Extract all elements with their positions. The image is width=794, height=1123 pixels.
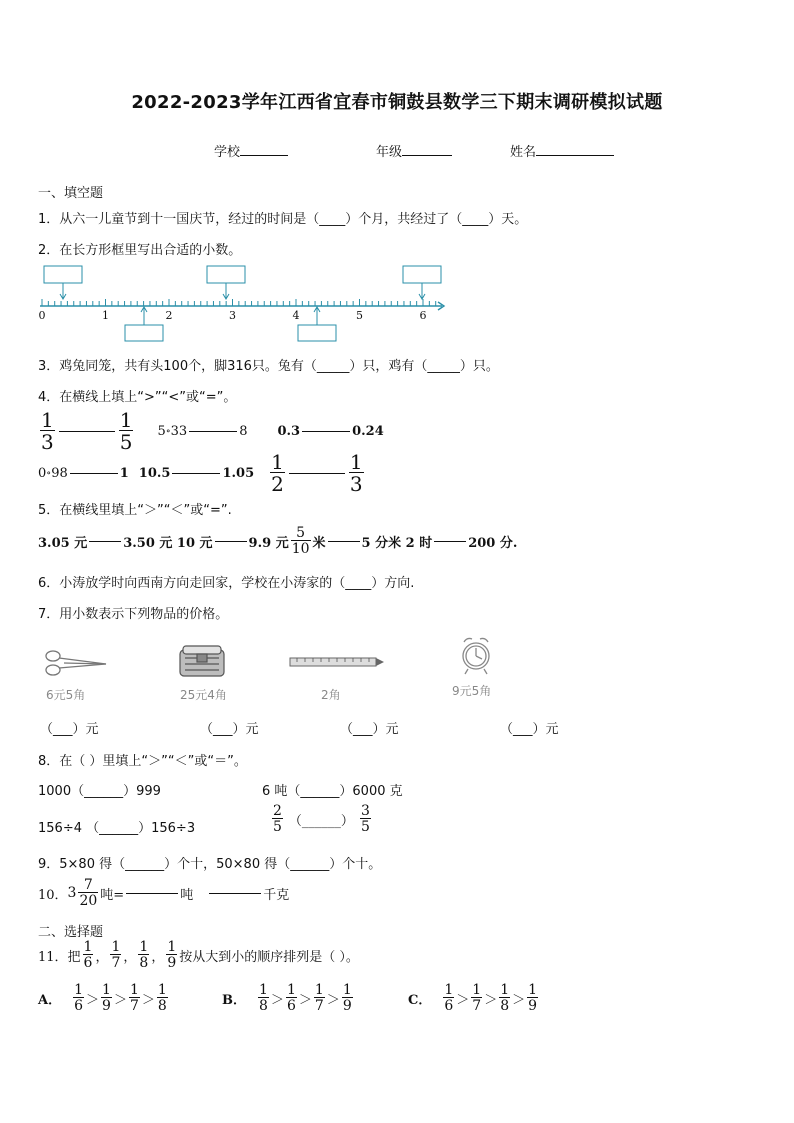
answer-blank[interactable] (89, 540, 121, 542)
number-line (30, 262, 460, 346)
fraction: $\frac{1}{8}$ (139, 939, 149, 971)
answer-blank[interactable] (289, 472, 345, 474)
name-blank[interactable] (536, 143, 614, 156)
number-line-label: 6 (419, 309, 427, 322)
q8-item-c: 156÷4 （______）156÷3 (38, 821, 196, 836)
answer-blank[interactable] (215, 540, 247, 542)
ruler-icon (289, 655, 385, 669)
answer-blank[interactable] (59, 430, 115, 432)
q7-answer-1[interactable]: （___）元 (40, 722, 99, 737)
question-1: 1．从六一儿童节到十一国庆节，经过的时间是（____）个月，共经过了（____）天。 (38, 212, 528, 227)
fraction: $\frac{2}{5}$ (273, 803, 282, 835)
answer-blank[interactable] (189, 430, 237, 432)
option-b[interactable]: B． $\frac{1}{8}$ ＞ $\frac{1}{6}$ ＞ $\frac{1}{7}$ ＞ $\frac{1}{9}$ (222, 982, 352, 1014)
question-9: 9．5×80 得（______）个十，50×80 得（______）个十。 (38, 857, 382, 872)
answer-blank[interactable] (172, 472, 220, 474)
number-line-label: 4 (292, 309, 300, 322)
answer-blank[interactable] (70, 472, 118, 474)
answer-box-1 (44, 266, 82, 283)
answer-box-3 (403, 266, 441, 283)
name-field[interactable] (510, 141, 614, 160)
q7-answer-4[interactable]: （___）元 (500, 722, 559, 737)
question-5: 5．在横线里填上“＞”“＜”或“=”. (38, 503, 232, 518)
grade-label: 年级 (376, 145, 403, 160)
page-title: 2022-2023学年江西省宜春市铜鼓县数学三下期末调研模拟试题 (131, 92, 663, 113)
question-6: 6．小涛放学时向西南方向走回家，学校在小涛家的（____）方向. (38, 576, 415, 591)
scissors-icon (44, 648, 108, 678)
fraction: $\frac{3}{5}$ (360, 803, 370, 835)
fraction: $\frac{5}{10}$ (291, 525, 310, 557)
school-label: 学校 (214, 145, 241, 160)
answer-box-2 (207, 266, 245, 283)
answer-blank[interactable] (126, 892, 178, 894)
section-fill-blank: 一、填空题 (38, 186, 104, 201)
question-3: 3．鸡兔同笼，共有头100个，脚316只。兔有（_____）只，鸡有（_____）只。 (38, 359, 499, 374)
fraction: $\frac{7}{20}$ (79, 877, 98, 909)
answer-blank[interactable] (434, 540, 466, 542)
number-line-label: 5 (356, 309, 363, 322)
q8-item-b: 6 吨（______）6000 克 (262, 784, 403, 799)
fraction: $\frac{1}{6}$ (83, 939, 93, 971)
q4-row-1: $\frac{1}{3}$ $\frac{1}{5}$ 5 ∘ 33 8 0.3 0.24 (41, 408, 384, 454)
option-c[interactable]: C． $\frac{1}{6}$ ＞ $\frac{1}{7}$ ＞ $\frac{1}{8}$ ＞ $\frac{1}{9}$ (408, 982, 538, 1014)
q8-item-a: 1000（______）999 (38, 784, 161, 799)
question-8: 8．在（ ）里填上“＞”“＜”或“＝”。 (38, 754, 247, 769)
school-field[interactable] (214, 141, 288, 160)
question-11: 11．把 $\frac{1}{6}$ ， $\frac{1}{7}$ ， $\frac{1}{8}$ ， $\frac{1}{9}$ 按从大到小的顺序排列是（ ）。 (38, 939, 359, 971)
number-line-label: 3 (229, 309, 236, 322)
answer-box-4 (125, 325, 163, 341)
number-line-label: 2 (165, 309, 173, 322)
answer-blank[interactable] (302, 430, 350, 432)
grade-blank[interactable] (402, 143, 452, 156)
q5-line: 3.05 元 3.50 元 10 元 9.9 元 $\frac{5}{10}$ 米 5 分米 2 时 200 分. (38, 525, 518, 557)
pencil-case-icon (177, 642, 227, 680)
question-4: 4．在横线上填上“>”“<”或“=”。 (38, 390, 237, 405)
q4-row-2: 0 ∘ 98 1 10.5 1.05 $\frac{1}{2}$ $\frac{1}{3}$ (38, 450, 363, 496)
option-a[interactable]: A． $\frac{1}{6}$ ＞ $\frac{1}{9}$ ＞ $\frac{1}{7}$ ＞ $\frac{1}{8}$ (38, 982, 167, 1014)
price-caption: 2角 (321, 688, 341, 702)
answer-blank[interactable] (209, 892, 261, 894)
alarm-clock-icon (459, 634, 493, 676)
grade-field[interactable] (376, 141, 452, 160)
price-caption: 6元5角 (46, 688, 86, 702)
fraction: $\frac{1}{7}$ (111, 939, 121, 971)
question-7: 7．用小数表示下列物品的价格。 (38, 607, 229, 622)
price-caption: 25元4角 (180, 688, 227, 702)
question-2: 2．在长方形框里写出合适的小数。 (38, 243, 242, 258)
fraction: $\frac{1}{5}$ (119, 408, 133, 454)
answer-blank[interactable] (328, 540, 360, 542)
price-caption: 9元5角 (452, 684, 492, 698)
q7-answer-2[interactable]: （___）元 (200, 722, 259, 737)
school-blank[interactable] (240, 143, 288, 156)
section-choice: 二、选择题 (38, 925, 104, 940)
question-10: 10． 3 $\frac{7}{20}$ 吨= 吨 千克 (38, 877, 290, 909)
answer-box-5 (298, 325, 336, 341)
fraction: $\frac{1}{2}$ (271, 450, 284, 496)
number-line-label: 0 (38, 309, 46, 322)
q8-item-d: $\frac{2}{5}$ （______） $\frac{3}{5}$ (273, 803, 370, 835)
name-label: 姓名 (510, 145, 537, 160)
number-line-label: 1 (102, 309, 109, 322)
fraction: $\frac{1}{9}$ (167, 939, 177, 971)
q7-answer-3[interactable]: （___）元 (340, 722, 399, 737)
fraction: $\frac{1}{3}$ (349, 450, 363, 496)
fraction: $\frac{1}{3}$ (41, 408, 54, 454)
